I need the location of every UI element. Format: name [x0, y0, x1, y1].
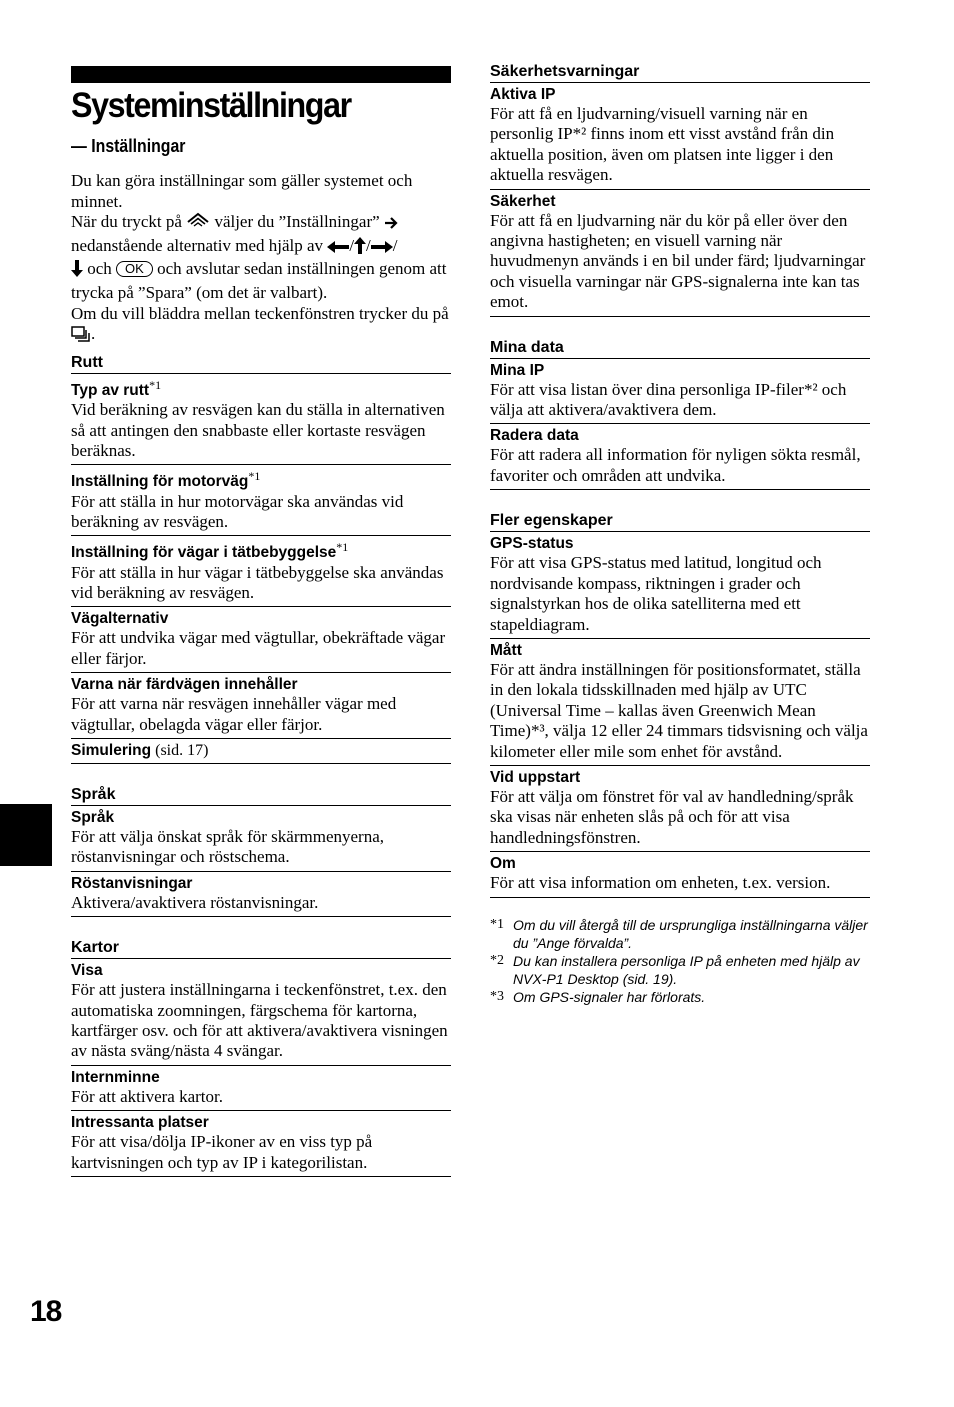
setting-title-text: Typ av rutt	[71, 382, 150, 400]
setting-description: För att ändra inställningen för positionsformatet, ställa in den lokala tidsskillnaden med hjälp av UTC (Universal Time – kallas även Greenwich Mean Time)*³, välja 12 eller 24 timmars tidsvisning och välja kilometer eller mile som enhet för avstånd.	[490, 659, 868, 761]
intro-p2-b: väljer du ”Inställningar”	[214, 212, 380, 232]
setting-description: För att visa information om enheten, t.ex. version.	[490, 873, 831, 893]
setting-title	[71, 741, 451, 760]
setting-description: För att få en ljudvarning när du kör på eller över den angivna hastigheten; en visuell varning när huvudmenyn används i en bil under färd; ljudvarningar och visuella varningar när GPS-signalerna inte kan tas emot.	[490, 210, 866, 312]
setting-title	[71, 538, 451, 562]
setting-title-text: Mått	[490, 641, 522, 659]
setting-item-visa	[71, 959, 451, 1066]
setting-title	[71, 961, 451, 980]
setting-description: För att välja om fönstret för val av handledning/språk ska visas när enheten slås på och för att visa handledningsfönstren.	[490, 786, 854, 847]
section-sakerhetsvarningar	[490, 62, 870, 317]
setting-description: För att ställa in hur motorvägar ska användas vid beräkning av resvägen.	[71, 491, 404, 531]
arrow-up-icon	[354, 237, 366, 260]
setting-item-om	[490, 852, 870, 897]
setting-title	[71, 609, 451, 628]
arrow-down-icon	[71, 260, 83, 283]
setting-title	[490, 768, 870, 787]
setting-item-gps-status	[490, 532, 870, 639]
intro-p3	[71, 304, 453, 348]
setting-item-aktiva-ip	[490, 83, 870, 190]
setting-title	[71, 1113, 451, 1132]
setting-description: För att undvika vägar med vägtullar, obekräftade vägar eller färjor.	[71, 628, 446, 668]
page-number: 18	[30, 1295, 62, 1328]
setting-description: För att ställa in hur vägar i tätbebyggelse ska användas vid beräkning av resvägen.	[71, 562, 444, 602]
setting-item-intressanta-platser	[71, 1111, 451, 1177]
setting-title-text: Säkerhet	[490, 192, 556, 210]
setting-description: För att justera inställningarna i teckenfönstret, t.ex. den automatiska zoomningen, färgschema för kartorna, kartfärger osv. och för att aktivera/avaktivera visningen av nästa sväng/nästa 4 svängar.	[71, 980, 448, 1061]
section-heading: Rutt	[71, 353, 451, 374]
col-left-sections	[71, 353, 451, 1177]
setting-title	[71, 467, 451, 491]
setting-description: För att visa/dölja IP-ikoner av en viss typ på kartvisningen och typ av IP i kategorilistan.	[71, 1132, 373, 1172]
setting-title-text: Inställning för vägar i tätbebyggelse	[71, 544, 337, 562]
intro-p3-a: Om du vill bläddra mellan teckenfönstren trycker du på	[71, 303, 449, 323]
setting-item-radera-data	[490, 424, 870, 490]
section-mina-data	[490, 338, 870, 491]
section-heading: Språk	[71, 785, 451, 806]
footnote	[490, 952, 870, 988]
footnote	[490, 988, 870, 1006]
setting-item-vagalternativ	[71, 607, 451, 673]
setting-title	[490, 85, 870, 104]
setting-title	[490, 854, 870, 873]
section-heading: Kartor	[71, 938, 451, 959]
footnote-text: Om du vill återgå till de ursprungliga inställningarna väljer du ”Ange förvalda”.	[513, 916, 868, 951]
ok-button-symbol: OK	[116, 261, 153, 277]
section-sprak	[71, 785, 451, 917]
setting-title-text: Internminne	[71, 1068, 160, 1086]
intro-p2-e: och avslutar sedan inställningen genom att trycka på ”Spara” (om det är valbart).	[71, 259, 447, 302]
setting-title	[71, 1068, 451, 1087]
setting-title	[71, 376, 451, 400]
setting-description: För att få en ljudvarning/visuell varning när en personlig IP*² finns inom ett visst avstånd från din aktuella position, även om platsen inte ligger i den aktuella resvägen.	[490, 104, 835, 185]
intro-p2-c: nedanstående alternativ med hjälp av	[71, 235, 324, 255]
col-right-sections	[490, 62, 870, 1006]
setting-title	[71, 808, 451, 827]
setting-title	[490, 361, 870, 380]
intro-p1: Du kan göra inställningar som gäller systemet och minnet.	[71, 171, 413, 211]
setting-description: För att visa GPS-status med latitud, longitud och nordvisande kompass, riktningen i grader och signalstyrkan hos de olika satelliterna med ett stapeldiagram.	[490, 553, 822, 634]
setting-description: För att radera all information för nyligen sökta resmål, favoriter och områden att undvika.	[490, 445, 861, 485]
setting-title-text: Språk	[71, 808, 115, 826]
section-kartor	[71, 938, 451, 1177]
setting-title-text: Intressanta platser	[71, 1114, 209, 1132]
setting-item-rostanvisningar	[71, 872, 451, 917]
footnote	[490, 916, 870, 952]
setting-title	[490, 426, 870, 445]
setting-title-text: Varna när färdvägen innehåller	[71, 676, 298, 694]
intro-p3-b: .	[91, 324, 96, 344]
setting-item-mina-ip	[490, 359, 870, 425]
setting-description: Aktivera/avaktivera röstanvisningar.	[71, 892, 319, 912]
footnote-mark: *1	[149, 378, 162, 392]
arrow-left-icon	[327, 239, 349, 260]
setting-title-text: Mina IP	[490, 361, 545, 379]
section-fler-egenskaper	[490, 511, 870, 897]
window-stack-icon	[71, 326, 91, 348]
setting-title-text: Visa	[71, 962, 103, 980]
footnotes	[490, 916, 870, 1006]
footnote-text: Du kan installera personliga IP på enheten med hjälp av NVX-P1 Desktop (sid. 19).	[513, 952, 860, 987]
setting-title-text: Om	[490, 855, 516, 873]
setting-item-sakerhet	[490, 190, 870, 317]
section-heading: Säkerhetsvarningar	[490, 62, 870, 83]
chapter-tab	[0, 804, 52, 866]
setting-item-internminne	[71, 1066, 451, 1111]
setting-title	[490, 534, 870, 553]
footnote-text: Om GPS-signaler har förlorats.	[513, 988, 706, 1005]
intro-p2-a: När du tryckt på	[71, 212, 182, 232]
setting-item-simulering	[71, 739, 451, 764]
setting-title-text: Vid uppstart	[490, 768, 581, 786]
setting-title	[490, 641, 870, 660]
title-bar-decoration	[71, 66, 451, 83]
arrow-right-icon	[371, 239, 393, 260]
setting-item-varna-nar-fardvagen-innehaller	[71, 673, 451, 739]
footnote-mark: *1	[336, 540, 349, 555]
setting-description: För att välja önskat språk för skärmmenyerna, röstanvisningar och röstschema.	[71, 826, 384, 867]
setting-title-text: Aktiva IP	[490, 86, 556, 103]
section-heading: Mina data	[490, 338, 870, 359]
intro-p2-d: och	[87, 259, 112, 279]
setting-item-typ-av-rutt	[71, 374, 451, 465]
setting-item-matt	[490, 639, 870, 766]
setting-title	[490, 192, 870, 211]
page-reference: (sid. 17)	[155, 741, 209, 759]
intro-text	[71, 171, 453, 348]
footnote-mark: *2	[490, 952, 504, 968]
setting-description: För att varna när resvägen innehåller vägar med vägtullar, obelagda vägar eller färjor.	[71, 694, 397, 734]
setting-item-installning-for-vagar-i-tatbebyggelse	[71, 536, 451, 607]
setting-description: Vid beräkning av resvägen kan du ställa in alternativen så att antingen den snabbaste eller kortaste resvägen beräknas.	[71, 400, 445, 460]
footnote-mark: *1	[490, 916, 504, 932]
setting-title	[71, 675, 451, 694]
setting-title-text: Radera data	[490, 427, 579, 445]
setting-item-installning-for-motorvag	[71, 465, 451, 536]
section-rutt	[71, 353, 451, 764]
section-heading: Fler egenskaper	[490, 511, 870, 532]
page-subtitle: — Inställningar	[71, 136, 186, 156]
setting-title-text: Inställning för motorväg	[71, 473, 249, 491]
setting-title-text: Simulering	[71, 741, 152, 759]
setting-item-vid-uppstart	[490, 766, 870, 852]
arrow-right-icon	[384, 215, 398, 236]
setting-title-text: Röstanvisningar	[71, 874, 193, 892]
setting-item-sprak	[71, 806, 451, 872]
page-title: Systeminställningar	[71, 86, 351, 125]
setting-title-text: Vägalternativ	[71, 610, 169, 628]
intro-p2: När du tryckt på väljer du ”Inställningar” nedanstående alternativ med hjälp av / / / och OK och avslutar sedan inställningen genom att trycka på ”Spara” (om det är valbart).	[71, 212, 447, 302]
setting-description: För att aktivera kartor.	[71, 1086, 224, 1106]
home-icon	[186, 212, 210, 236]
footnote-mark: *3	[490, 988, 504, 1004]
setting-title	[71, 874, 451, 893]
footnote-mark: *1	[248, 469, 261, 484]
setting-title-text: GPS-status	[490, 535, 574, 553]
setting-description: För att visa listan över dina personliga IP-filer*² och välja att aktivera/avaktivera dem.	[490, 379, 847, 420]
